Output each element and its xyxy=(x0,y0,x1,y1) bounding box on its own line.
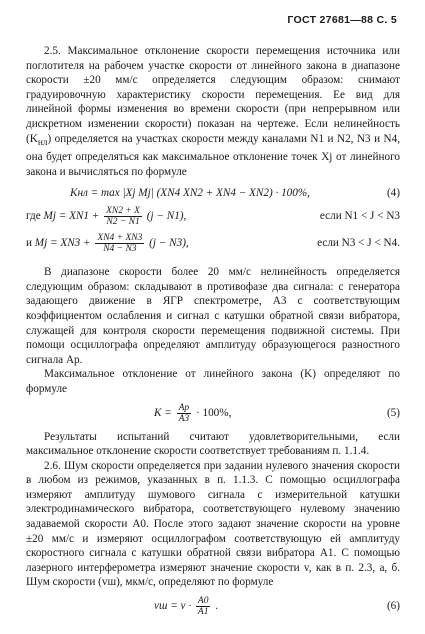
mj-formula-2-fraction xyxy=(95,233,144,254)
mj-formula-2-condition: если N3 < J < N4. xyxy=(317,237,400,250)
max-deviation-paragraph: Максимальное отклонение от линейного закона (K) определяют по формуле xyxy=(26,368,400,395)
mj-formula-1-right: (j − N1), xyxy=(146,210,187,223)
and-label: и xyxy=(26,237,32,250)
mj-formula-1-condition: если N1 < J < N3 xyxy=(319,210,400,223)
equation-5-numerator: Ap xyxy=(178,402,190,413)
equation-6 xyxy=(26,596,400,617)
equation-4-body: Kнл = max |Xj Mj| (XN4 XN2 + XN4 − XN2) · 100%, xyxy=(70,186,310,199)
section-2-5-text: 2.5. Максимальное отклонение скорости перемещения источника или поглотителя на рабочем участке скорости от линейного закона в диапазоне скорости ±20 мм/с определяется следующим образом: снимают градуировочную характеристику скорости перемещения. Ее вид для линейной формы изменения во времени скорости (при непрерывном или дискретном изменении скорости) показан на чертеже. Если нелинейность (K xyxy=(26,45,400,145)
equation-6-lhs: vш = v · xyxy=(154,600,192,613)
equation-6-denominator: A1 xyxy=(197,607,209,618)
mj-formula-1-fraction xyxy=(104,206,142,227)
equation-5-rhs: · 100%, xyxy=(195,406,232,419)
document-body xyxy=(26,44,400,623)
equation-4 xyxy=(26,186,400,201)
mj-formula-2 xyxy=(26,233,400,254)
results-paragraph: Результаты испытаний считают удовлетворительными, если максимальное отклонение скорости соответствует требованиям п. 1.1.4. xyxy=(26,430,400,458)
equation-4-number: (4) xyxy=(386,186,400,199)
equation-6-numerator: A0 xyxy=(197,596,209,607)
equation-6-number: (6) xyxy=(386,600,400,613)
mj-formula-1-numerator: XN2 + X xyxy=(106,206,140,217)
equation-5-number: (5) xyxy=(386,406,400,419)
mj-formula-1-left: Mj = XN1 + xyxy=(43,210,100,223)
equation-6-fraction xyxy=(196,596,211,617)
section-2-5-text-tail: ) определяется на участках скорости между каналами N1 и N2, N3 и N4, она будет определяться как максимальное отклонение точек Xj от линейного закона и вычисляться по формуле xyxy=(26,132,400,178)
equation-5 xyxy=(26,403,400,424)
equation-5-lhs: K = xyxy=(154,406,172,419)
mj-formula-2-body xyxy=(26,233,189,254)
section-2-5-subscript: нл xyxy=(37,137,48,148)
page-header: ГОСТ 27681—88 С. 5 xyxy=(287,14,397,26)
equation-6-body xyxy=(154,596,218,617)
mj-formula-2-right: (j − N3), xyxy=(149,237,189,250)
equation-5-fraction xyxy=(177,403,192,424)
equation-6-rhs: . xyxy=(215,600,219,613)
mj-formula-1-denominator: N2 − N1 xyxy=(106,217,140,228)
mj-formula-1 xyxy=(26,206,400,227)
nonlinearity-paragraph: В диапазоне скорости более 20 мм/с нелинейность определяется следующим образом: складывают в противофазе два сигнала: с генератора задающего движение в ЯГР спектрометре, A3 с соответствующим коэффициентом ослабления и сигнал с катушки обратной связи вибратора, служащей для контроля скорости перемещения подвижной системы. При помощи осциллографа определяют амплитуду образующегося разностного сигнала Ap. xyxy=(26,266,400,366)
mj-formula-2-denominator: N4 − N3 xyxy=(103,244,137,255)
equation-5-denominator: A3 xyxy=(178,413,190,424)
equation-5-body xyxy=(154,403,231,424)
where-label: где xyxy=(26,210,41,223)
mj-formula-1-body xyxy=(26,206,186,227)
section-2-6-paragraph: 2.6. Шум скорости определяется при задании нулевого значения скорости в любом из режимов, указанных в п. 1.1.3. С помощью осциллографа измеряют амплитуду шумового сигнала с измерительной катушки электродинамического вибратора, соответствующего нулевому значению задаваемой скорости A0. После этого задают значение скорости на уровне ±20 мм/с и измеряют осциллографом соответствующую ей амплитуду скоростного сигнала с катушки обратной связи вибратора A1. С помощью лазерного интерферометра измеряют значение скорости v, как в п. 2.3, а, б. Шум скорости (vш), мкм/с, определяют по формуле xyxy=(26,459,400,589)
mj-formula-2-numerator: XN4 + XN3 xyxy=(97,233,143,244)
mj-formula-2-left: Mj = XN3 + xyxy=(34,237,91,250)
section-2-5-paragraph xyxy=(26,44,400,180)
